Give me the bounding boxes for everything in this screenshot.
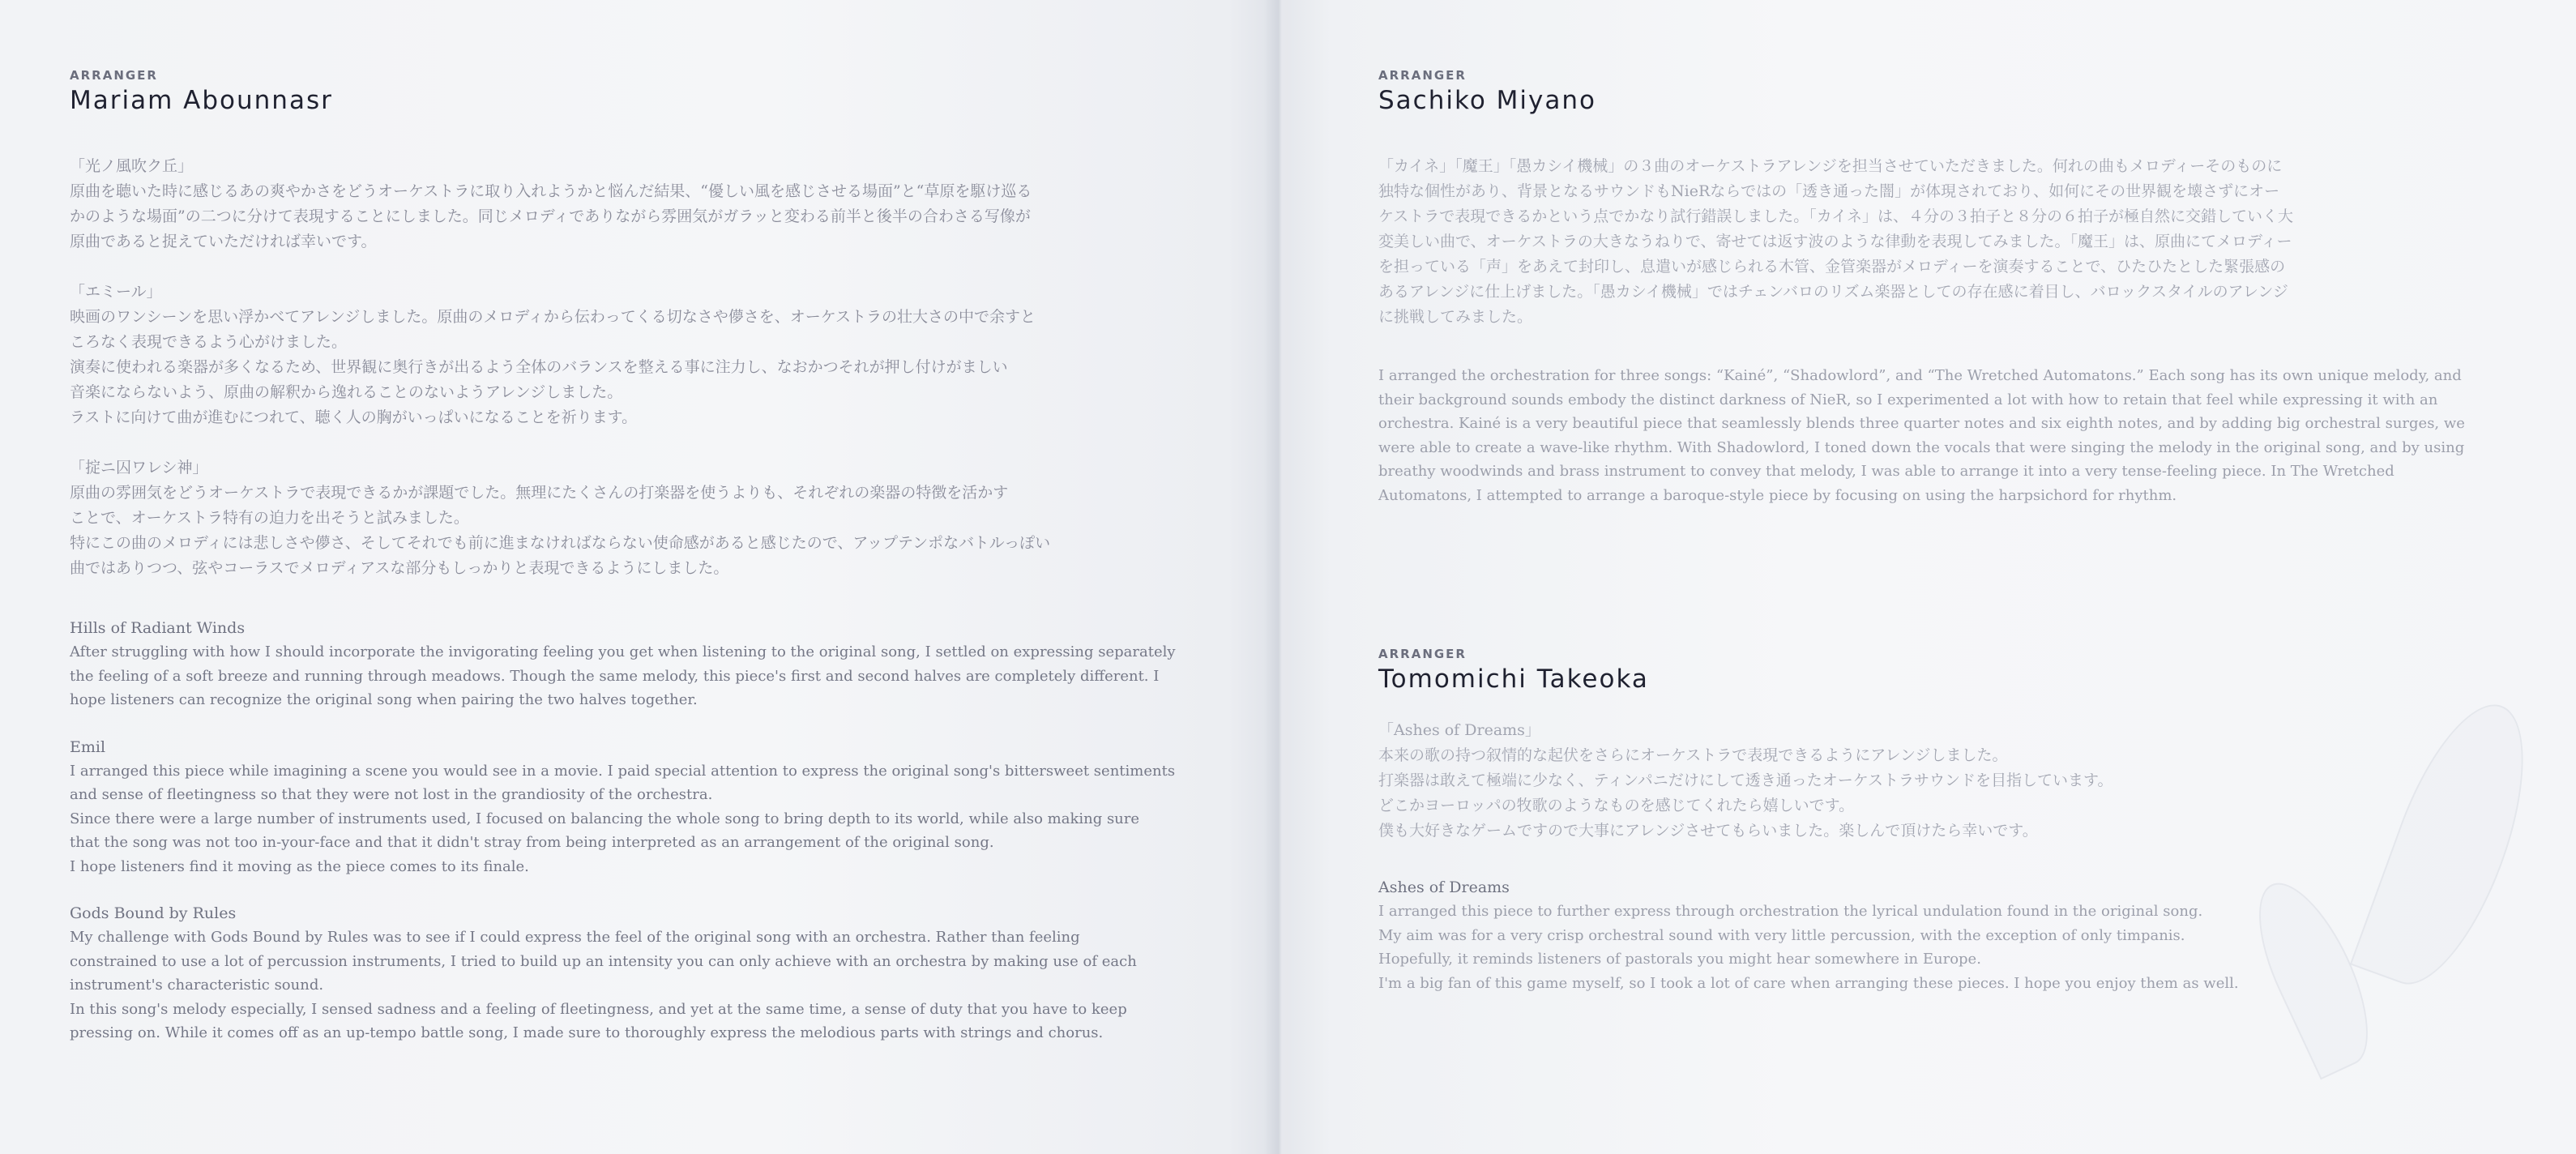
ja-line: かのような場面”の二つに分けて表現することにしました。同じメロディでありながら雰囲気がガラッと変わる前半と後半の合わさる写像が (70, 207, 1031, 225)
en-line: orchestra. Kainé is a very beautiful piece that seamlessly blends three quarter notes and six eighth notes, and by adding big orchestral surges, we (1378, 415, 2465, 432)
arranger-section-tomomichi (1378, 647, 2239, 995)
en-line: the feeling of a soft breeze and running through meadows. Though the same melody, this piece's first and second halves are completely different. I (70, 667, 1160, 685)
en-song-title: Gods Bound by Rules (70, 904, 237, 922)
ja-song-title: 「光ノ風吹ク丘」 (70, 157, 194, 175)
en-line: Hopefully, it reminds listeners of pastorals you might hear somewhere in Europe. (1378, 951, 1981, 968)
arranger-name: Sachiko Miyano (1378, 86, 1596, 115)
ja-line: 変美しい曲で、オーケストラの大きなうねりで、寄せては返す波のような律動を表現してみました。「魔王」は、原曲にてメロディー (1378, 233, 2292, 250)
ja-line: どこかヨーロッパの牧歌のようなものを感じてくれたら嬉しいです。 (1378, 797, 1855, 814)
arranger-name: Tomomichi Takeoka (1378, 665, 1649, 694)
arranger-role-label: ARRANGER (1378, 647, 1467, 661)
japanese-notes (1378, 154, 2465, 330)
book-spine (1264, 0, 1297, 1154)
ja-line: 曲ではありつつ、弦やコーラスでメロディアスな部分もしっかりと表現できるようにしました。 (70, 559, 729, 577)
japanese-notes (70, 154, 1176, 581)
en-line: and sense of fleetingness so that they were not lost in the grandiosity of the orchestra. (70, 786, 713, 803)
en-line: pressing on. While it comes off as an up-tempo battle song, I made sure to thoroughly express the melodious parts with strings and chorus. (70, 1024, 1104, 1041)
en-line: In this song's melody especially, I sensed sadness and a feeling of fleetingness, and yet at the same time, a sense of duty that you have to keep (70, 1000, 1127, 1018)
en-song-title: Emil (70, 737, 106, 756)
en-song-title: Ashes of Dreams (1378, 878, 1510, 896)
ja-line: 原曲であると捉えていただければ幸いです。 (70, 233, 377, 250)
ja-line: 「カイネ」「魔王」「愚カシイ機械」の３曲のオーケストラアレンジを担当させていただきました。何れの曲もメロディーそのものに (1378, 157, 2283, 175)
right-page (1279, 0, 2576, 1154)
ja-song-title: 「Ashes of Dreams」 (1378, 721, 1540, 739)
ja-line: 音楽にならないよう、原曲の解釈から逸れることのないようアレンジしました。 (70, 383, 623, 401)
en-line: My challenge with Gods Bound by Rules was to see if I could express the feel of the original song with an orchestra. Rather than feeling (70, 929, 1080, 946)
arranger-section-mariam (70, 68, 1176, 1045)
en-line: Automatons, I attempted to arrange a baroque-style piece by focusing on using the harpsichord for rhythm. (1378, 486, 2177, 504)
english-notes (70, 617, 1176, 1045)
ja-line: ラストに向けて曲が進むにつれて、聴く人の胸がいっぱいになることを祈ります。 (70, 408, 638, 426)
en-line: I arranged this piece while imagining a scene you would see in a movie. I paid special attention to express the original song's bittersweet sentiments (70, 762, 1176, 780)
ja-line: 僕も大好きなゲームですので大事にアレンジさせてもらいました。楽しんで頂けたら幸いです。 (1378, 822, 2038, 840)
japanese-notes (1378, 718, 2239, 844)
en-line: instrument's characteristic sound. (70, 977, 324, 994)
ja-line: に挑戦してみました。 (1378, 308, 1533, 326)
ja-line: 打楽器は敢えて極端に少なく、ティンパニだけにして透き通ったオーケストラサウンドを目指しています。 (1378, 771, 2113, 789)
ja-line: 原曲の雰囲気をどうオーケストラで表現できるかが課題でした。無理にたくさんの打楽器を使うよりも、それぞれの楽器の特徴を活かす (70, 484, 1009, 502)
ja-line: 特にこの曲のメロディには悲しさや儚さ、そしてそれでも前に進まなければならない使命感があると感じたので、アップテンポなバトルっぽい (70, 534, 1051, 552)
arranger-name: Mariam Abounnasr (70, 86, 333, 115)
ja-song-title: 「エミール」 (70, 283, 162, 301)
en-line: I'm a big fan of this game myself, so I took a lot of care when arranging these pieces. I hope you enjoy them as well. (1378, 974, 2239, 992)
ja-line: あるアレンジに仕上げました。「愚カシイ機械」ではチェンバロのリズム楽器としての存在感に着目し、バロックスタイルのアレンジ (1378, 283, 2288, 301)
en-line: were able to create a wave-like rhythm. With Shadowlord, I toned down the vocals that were singing the melody in the original song, and by using (1378, 438, 2465, 456)
en-line: their background sounds embody the distinct darkness of NieR, so I experimented a lot with how to retain that feel while expressing it with an (1378, 391, 2438, 408)
ja-line: ころなく表現できるよう心がけました。 (70, 333, 348, 351)
ja-line: 独特な個性があり、背景となるサウンドもNieRならではの「透き通った闇」が体現されており、如何にその世界観を壊さずにオー (1378, 182, 2280, 200)
ja-line: ケストラで表現できるかという点でかなり試行錯誤しました。「カイネ」は、４分の３拍子と８分の６拍子が極自然に交錯していく大 (1378, 207, 2293, 225)
ja-line: 演奏に使われる楽器が多くなるため、世界観に奥行きが出るよう全体のバランスを整える事に注力し、なおかつそれが押し付けがましい (70, 358, 1008, 376)
en-line: hope listeners can recognize the original song when pairing the two halves together. (70, 691, 698, 708)
ja-line: ことで、オーケストラ特有の迫力を出そうと試みました。 (70, 509, 469, 527)
en-line: I arranged this piece to further express through orchestration the lyrical undulation found in the original song. (1378, 903, 2203, 920)
en-line: After struggling with how I should incorporate the invigorating feeling you get when listening to the original song, I settled on expressing separately (70, 643, 1176, 660)
english-notes (1378, 876, 2239, 995)
arranger-section-sachiko (1378, 68, 2465, 507)
en-line: I hope listeners find it moving as the piece comes to its finale. (70, 857, 529, 875)
leaf-watermark (2237, 869, 2390, 1080)
en-line: breathy woodwinds and brass instrument to convey that melody, I was able to arrange it into a very tense-feeling piece. In The Wretched (1378, 463, 2394, 480)
english-notes (1378, 364, 2465, 507)
ja-line: 映画のワンシーンを思い浮かべてアレンジしました。原曲のメロディから伝わってくる切なさや儚さを、オーケストラの壮大さの中で余すと (70, 308, 1036, 326)
arranger-role-label: ARRANGER (1378, 68, 1467, 83)
left-page (0, 0, 1279, 1154)
ja-song-title: 「掟ニ囚ワレシ神」 (70, 459, 208, 477)
en-line: constrained to use a lot of percussion instruments, I tried to build up an intensity you can only achieve with an orchestra by making use of each (70, 952, 1137, 970)
en-line: that the song was not too in-your-face and that it didn't stray from being interpreted as an arrangement of the original song. (70, 834, 994, 851)
arranger-role-label: ARRANGER (70, 68, 158, 83)
en-line: Since there were a large number of instruments used, I focused on balancing the whole song to bring depth to its world, while also making sure (70, 810, 1140, 827)
ja-line: 本来の歌の持つ叙情的な起伏をさらにオーケストラで表現できるようにアレンジしました。 (1378, 746, 2008, 764)
ja-line: を担っている「声」をあえて封印し、息遣いが感じられる木管、金管楽器がメロディーを演奏することで、ひたひたとした緊張感の (1378, 258, 2286, 276)
ja-line: 原曲を聴いた時に感じるあの爽やかさをどうオーケストラに取り入れようかと悩んだ結果、“優しい風を感じさせる場面”と“草原を駆け巡る (70, 182, 1032, 200)
en-song-title: Hills of Radiant Winds (70, 619, 246, 637)
en-line: I arranged the orchestration for three songs: “Kainé”, “Shadowlord”, and “The Wretched Automatons.” Each song has its own unique melody, and (1378, 367, 2462, 384)
leaf-watermark (2350, 687, 2553, 1002)
en-line: My aim was for a very crisp orchestral sound with very little percussion, with the exception of only timpanis. (1378, 926, 2185, 944)
